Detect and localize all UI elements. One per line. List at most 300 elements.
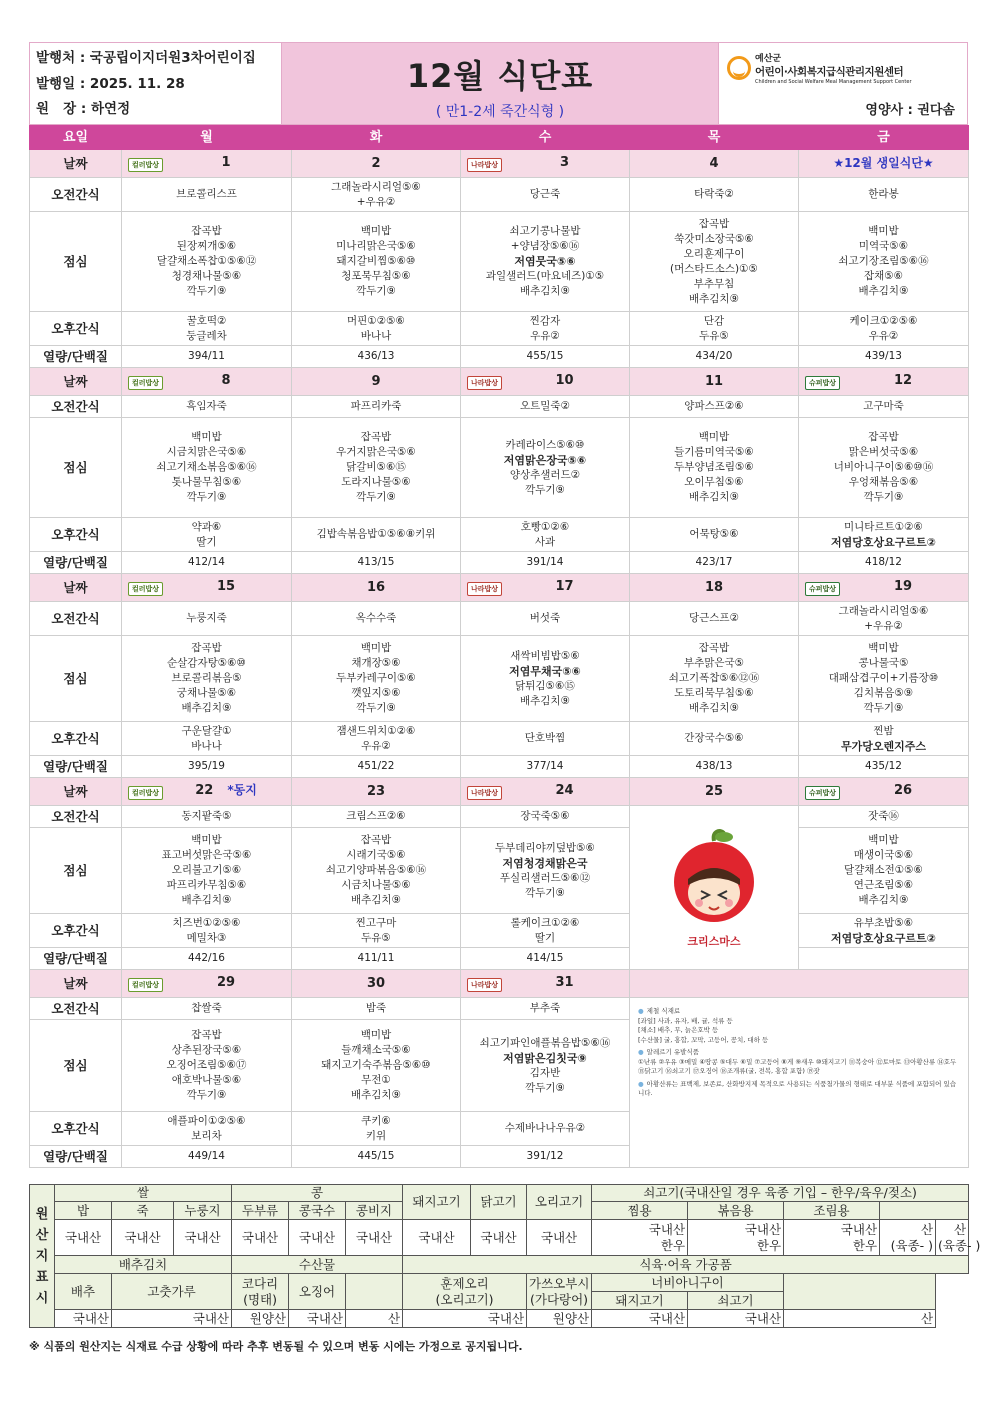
menu-line: 깍두기⑨ bbox=[863, 702, 904, 714]
menu-line: 그래놀라시리얼⑤⑥ bbox=[331, 180, 421, 193]
day-note: *동지 bbox=[227, 783, 257, 797]
menu-line: 바나나 bbox=[360, 329, 392, 342]
lunch-cell bbox=[630, 212, 799, 312]
row-label-am: 오전간식 bbox=[30, 998, 122, 1020]
menu-line: 맑은버섯국⑤⑥ bbox=[848, 446, 919, 458]
menu-line: 배추김치⑨ bbox=[689, 491, 739, 503]
date-cell bbox=[122, 970, 292, 998]
menu-line: 잣죽⑯ bbox=[868, 810, 899, 822]
date-number: 25 bbox=[704, 784, 724, 799]
week-5-am-row bbox=[30, 998, 969, 1020]
menu-line: 고구마죽 bbox=[863, 400, 904, 412]
group-kimchi: 배추김치 bbox=[55, 1256, 232, 1274]
theme-badge-icon: 나라밥상 bbox=[467, 786, 502, 800]
menu-line: 깍두기⑨ bbox=[356, 491, 396, 503]
date-number: 12 bbox=[893, 373, 913, 388]
week-3-am-row bbox=[30, 602, 969, 636]
menu-line: 보리차 bbox=[191, 1129, 222, 1142]
menu-line: 깍두기⑨ bbox=[863, 491, 904, 503]
menu-line: 깍두기⑨ bbox=[186, 491, 227, 503]
kcal-cell: 391/14 bbox=[461, 552, 630, 574]
menu-line: 우유② bbox=[361, 739, 391, 752]
menu-line: (머스타드소스)①⑤ bbox=[670, 262, 758, 275]
origin-value: 국내산 bbox=[403, 1220, 471, 1256]
menu-line: 우엉채볶음⑤⑥ bbox=[848, 476, 919, 488]
origin-value: 국내산 bbox=[55, 1310, 112, 1328]
date-cell bbox=[630, 778, 799, 806]
menu-line: 깍두기⑨ bbox=[186, 1089, 227, 1101]
row-label-lunch: 점심 bbox=[30, 418, 122, 518]
theme-badge-icon: 나라밥상 bbox=[467, 978, 502, 992]
menu-line: 된장찌개⑤⑥ bbox=[176, 240, 237, 252]
theme-badge-icon: 컬러밥상 bbox=[128, 786, 163, 800]
menu-line: 오징어조림⑤⑥⑰ bbox=[166, 1059, 247, 1071]
menu-line: 도라지나물⑤⑥ bbox=[341, 476, 411, 488]
week-3-lunch-row bbox=[30, 636, 969, 722]
theme-badge-icon: 컬러밥상 bbox=[128, 376, 163, 390]
menu-line: 애플파이①②⑤⑥ bbox=[167, 1114, 246, 1127]
menu-line: +양념장⑤⑥⑯ bbox=[510, 240, 580, 252]
week-3-pm-row bbox=[30, 722, 969, 756]
date-number: 29 bbox=[216, 975, 236, 990]
date-cell bbox=[461, 778, 630, 806]
origin-value: 국내산 bbox=[688, 1310, 784, 1328]
kcal-cell: 377/14 bbox=[461, 756, 630, 778]
date-cell bbox=[122, 150, 292, 178]
date-cell bbox=[122, 574, 292, 602]
menu-line: 저염당호상요구르트② bbox=[831, 535, 936, 549]
menu-line: 대패삼겹구이+기름장⑩ bbox=[828, 672, 939, 684]
menu-line: 저염청경채맑은국 bbox=[502, 856, 588, 870]
center-name-en: Children and Social Welfare Meal Management Support Center bbox=[755, 79, 912, 85]
theme-badge-icon: 나라밥상 bbox=[467, 582, 502, 596]
kcal-cell: 436/13 bbox=[292, 346, 461, 368]
week-1-lunch-row bbox=[30, 212, 969, 312]
date-number: 9 bbox=[371, 374, 381, 389]
lunch-cell bbox=[630, 418, 799, 518]
menu-line: 장국죽⑤⑥ bbox=[520, 810, 570, 822]
weekday-4: 목 bbox=[630, 126, 799, 150]
menu-line: 치즈번①②⑤⑥ bbox=[172, 916, 241, 929]
menu-line: 간장국수⑤⑥ bbox=[684, 732, 744, 744]
date-number: 10 bbox=[555, 373, 574, 388]
date-number: 16 bbox=[366, 580, 386, 595]
menu-line: 호빵①②⑥ bbox=[520, 520, 570, 533]
am-snack-cell bbox=[461, 602, 630, 636]
theme-badge-icon: 컬러밥상 bbox=[128, 158, 163, 172]
row-label-pm: 오후간식 bbox=[30, 1112, 122, 1146]
menu-line: 수제바나나우유② bbox=[504, 1122, 586, 1134]
proc-item: 너비아니구이 bbox=[592, 1274, 784, 1292]
menu-line: 백미밥 bbox=[360, 642, 392, 654]
date-number: 15 bbox=[216, 579, 236, 594]
beef-origin-value bbox=[936, 1220, 981, 1256]
origin-breed: 한우 bbox=[852, 1237, 878, 1253]
menu-line: 배추김치⑨ bbox=[181, 702, 232, 714]
kcal-cell: 412/14 bbox=[122, 552, 292, 574]
row-label-am: 오전간식 bbox=[30, 396, 122, 418]
christmas-character-icon bbox=[632, 827, 796, 932]
menu-line: 달걀채소폭찹①⑤⑥⑫ bbox=[156, 255, 257, 267]
pm-snack-cell bbox=[122, 914, 292, 948]
pm-snack-cell bbox=[461, 722, 630, 756]
menu-line: 톳나물무침⑤⑥ bbox=[171, 476, 242, 488]
menu-line: 백미밥 bbox=[698, 431, 730, 443]
menu-line: 미니타르트①②⑥ bbox=[844, 520, 923, 533]
notes-heading: ● 알레르기 유발식품 bbox=[638, 1048, 960, 1058]
menu-line: 우유② bbox=[868, 329, 899, 342]
menu-line: 찐고구마 bbox=[355, 916, 397, 929]
am-snack-cell bbox=[292, 396, 461, 418]
pm-snack-cell bbox=[122, 1112, 292, 1146]
kcal-cell: 455/15 bbox=[461, 346, 630, 368]
menu-line: 롤케이크①②⑥ bbox=[510, 916, 580, 929]
menu-line: 잡곡밥 bbox=[360, 834, 392, 846]
date-number: 11 bbox=[704, 374, 724, 389]
menu-line: 키위 bbox=[365, 1129, 387, 1142]
menu-line: 들기름미역국⑤⑥ bbox=[674, 446, 754, 458]
origin-value: 국내산 bbox=[112, 1220, 174, 1256]
menu-line: 백미밥 bbox=[868, 642, 899, 654]
weekday-5: 금 bbox=[799, 126, 969, 150]
menu-line: 돼지고기숙주볶음⑤⑥⑩ bbox=[321, 1059, 431, 1071]
origin-value-row-2 bbox=[30, 1310, 969, 1328]
origin-value: 국내산 bbox=[55, 1220, 112, 1256]
pm-snack-cell bbox=[122, 312, 292, 346]
title-block bbox=[282, 43, 719, 124]
beef-item-blank bbox=[880, 1202, 969, 1220]
am-snack-cell bbox=[799, 602, 969, 636]
menu-line: 배추김치⑨ bbox=[689, 292, 739, 305]
menu-line: 메밀차③ bbox=[186, 931, 227, 944]
menu-line: 쇠고기장조림⑤⑥⑯ bbox=[838, 255, 929, 267]
date-number: 3 bbox=[560, 155, 570, 170]
menu-line: 파프리카죽 bbox=[350, 400, 402, 412]
pm-snack-cell bbox=[461, 1112, 630, 1146]
menu-line: 한라봉 bbox=[868, 188, 899, 200]
origin-value: 산 bbox=[784, 1310, 936, 1328]
menu-line: 콩나물국⑤ bbox=[858, 657, 909, 669]
pm-snack-cell bbox=[630, 312, 799, 346]
beef-origin-value bbox=[592, 1220, 688, 1256]
menu-line: 찹쌀죽 bbox=[191, 1002, 222, 1014]
am-snack-cell bbox=[461, 396, 630, 418]
date-cell bbox=[630, 574, 799, 602]
menu-line: 누룽지죽 bbox=[186, 612, 227, 624]
menu-line: 잡곡밥 bbox=[191, 1029, 222, 1041]
kcal-cell: 435/12 bbox=[799, 756, 969, 778]
date-cell bbox=[630, 368, 799, 396]
kcal-cell: 394/11 bbox=[122, 346, 292, 368]
menu-line: 미나리맑은국⑤⑥ bbox=[336, 240, 416, 252]
week-5-date-row bbox=[30, 970, 969, 998]
sea-item: 오징어 bbox=[289, 1274, 346, 1310]
row-label-date: 날짜 bbox=[30, 150, 122, 178]
lunch-cell bbox=[461, 828, 630, 914]
menu-line: 양파스프②⑥ bbox=[684, 400, 744, 412]
menu-line: 순살감자탕⑤⑥⑩ bbox=[167, 657, 246, 669]
menu-line: 애호박나물⑤⑥ bbox=[171, 1074, 242, 1086]
menu-line: 돼지갈비찜⑤⑥⑩ bbox=[336, 255, 416, 267]
menu-line: +우유② bbox=[864, 619, 903, 632]
menu-line: 상추된장국⑤⑥ bbox=[171, 1044, 242, 1056]
origin-value: 국내산 bbox=[527, 1220, 592, 1256]
menu-line: 김자반 bbox=[529, 1066, 561, 1079]
pm-snack-cell bbox=[799, 914, 969, 948]
pm-snack-cell bbox=[461, 914, 630, 948]
week-4-lunch-row bbox=[30, 828, 969, 914]
menu-line: 어묵탕⑤⑥ bbox=[689, 528, 739, 540]
origin-value: 국내산 bbox=[232, 1220, 289, 1256]
date-cell bbox=[799, 778, 969, 806]
lunch-cell bbox=[122, 636, 292, 722]
origin-breed: 한우 bbox=[756, 1237, 782, 1253]
menu-line: 밤죽 bbox=[365, 1002, 387, 1014]
date-cell bbox=[461, 150, 630, 178]
theme-badge-icon: 컬러밥상 bbox=[128, 582, 163, 596]
menu-line: 바나나 bbox=[191, 739, 222, 752]
date-number: ★12월 생일식단★ bbox=[833, 156, 934, 170]
date-number: 18 bbox=[704, 580, 724, 595]
origin-breed: 한우 bbox=[660, 1237, 686, 1253]
footer-note: ※ 식품의 원산지는 식재료 수급 상황에 따라 추후 변동될 수 있으며 변동 시에는 가정으로 공지됩니다. bbox=[29, 1340, 523, 1353]
week-4-pm-row bbox=[30, 914, 969, 948]
am-snack-cell bbox=[799, 806, 969, 828]
menu-line: 배추김치⑨ bbox=[689, 702, 739, 714]
lunch-cell bbox=[799, 212, 969, 312]
menu-line: 잡곡밥 bbox=[360, 431, 392, 443]
row-label-lunch: 점심 bbox=[30, 1020, 122, 1112]
row-label-lunch: 점심 bbox=[30, 828, 122, 914]
date-cell bbox=[461, 368, 630, 396]
menu-line: 달걀채소전①⑤⑥ bbox=[844, 864, 923, 876]
menu-line: 타락죽② bbox=[694, 188, 734, 200]
menu-line: 찐감자 bbox=[529, 314, 561, 327]
notes-heading: ● 제철 식재료 bbox=[638, 1007, 960, 1017]
menu-line: 오트밀죽② bbox=[520, 400, 570, 412]
am-snack-cell bbox=[461, 998, 630, 1020]
menu-line: 부추맑은국⑤ bbox=[683, 657, 745, 669]
menu-line: 백미밥 bbox=[868, 225, 899, 237]
week-1-date-row bbox=[30, 150, 969, 178]
menu-line: 동지팥죽⑤ bbox=[181, 810, 232, 822]
am-snack-cell bbox=[630, 178, 799, 212]
am-snack-cell bbox=[122, 806, 292, 828]
center-name: 어린이·사회복지급식관리지원센터 bbox=[755, 66, 904, 78]
pm-snack-cell bbox=[292, 914, 461, 948]
beef-origin-value bbox=[688, 1220, 784, 1256]
origin-value: 국내산 bbox=[648, 1221, 686, 1237]
director: 원 장 : 하연정 bbox=[36, 101, 131, 117]
lunch-cell bbox=[122, 1020, 292, 1112]
nutritionist: 영양사 : 권다솜 bbox=[865, 103, 955, 118]
date-cell bbox=[292, 970, 461, 998]
origin-value: 원양산 bbox=[527, 1310, 592, 1328]
origin-value-row-1 bbox=[30, 1220, 969, 1256]
origin-item-row-2 bbox=[30, 1274, 969, 1292]
am-snack-cell bbox=[122, 998, 292, 1020]
menu-line: 단호박찜 bbox=[524, 732, 566, 744]
row-label-am: 오전간식 bbox=[30, 178, 122, 212]
issue-date: 발행일 : 2025. 11. 28 bbox=[36, 75, 185, 92]
week-4-am-row bbox=[30, 806, 969, 828]
menu-line: 깍두기⑨ bbox=[356, 702, 396, 714]
row-label-kcal: 열량/단백질 bbox=[30, 346, 122, 368]
date-cell bbox=[461, 574, 630, 602]
theme-badge-icon: 나라밥상 bbox=[467, 158, 502, 172]
menu-line: 쇠고기파인애플볶음밥⑤⑥⑯ bbox=[479, 1036, 611, 1049]
menu-line: 버섯죽 bbox=[529, 612, 561, 624]
date-number: 24 bbox=[555, 783, 574, 798]
menu-line: 케이크①②⑤⑥ bbox=[849, 314, 918, 327]
lunch-cell bbox=[122, 212, 292, 312]
origin-value: 국내산 bbox=[289, 1220, 346, 1256]
row-label-lunch: 점심 bbox=[30, 212, 122, 312]
weekday-0: 요일 bbox=[30, 126, 122, 150]
menu-line: 약과⑥ bbox=[191, 520, 222, 533]
menu-line: 백미밥 bbox=[360, 225, 392, 237]
origin-section bbox=[29, 1184, 981, 1328]
sea-item-blank bbox=[346, 1274, 403, 1310]
menu-line: 카레라이스⑤⑥⑩ bbox=[505, 438, 585, 451]
menu-line: 깍두기⑨ bbox=[525, 886, 565, 899]
menu-line: 배추김치⑨ bbox=[351, 1089, 401, 1101]
weekday-1: 월 bbox=[122, 126, 292, 150]
am-snack-cell bbox=[292, 998, 461, 1020]
menu-line: 시금치맑은국⑤⑥ bbox=[166, 446, 247, 458]
menu-line: 깍두기⑨ bbox=[186, 285, 227, 297]
kcal-cell: 438/13 bbox=[630, 756, 799, 778]
beef-origin-value bbox=[784, 1220, 880, 1256]
week-1-am-row bbox=[30, 178, 969, 212]
menu-line: 당근스프② bbox=[689, 612, 739, 624]
kcal-cell: 442/16 bbox=[122, 948, 292, 970]
menu-line: 부추죽 bbox=[529, 1002, 561, 1014]
menu-line: 쿠키⑥ bbox=[361, 1114, 391, 1127]
menu-line: 김밥속볶음밥①⑤⑥⑧키위 bbox=[316, 528, 436, 540]
lunch-cell bbox=[799, 418, 969, 518]
group-chicken: 닭고기 bbox=[471, 1185, 527, 1220]
origin-value: 국내산 bbox=[112, 1310, 232, 1328]
kcal-cell: 445/15 bbox=[292, 1146, 461, 1168]
menu-line: 잡곡밥 bbox=[698, 642, 730, 654]
row-label-date: 날짜 bbox=[30, 970, 122, 998]
beef-item: 찜용 bbox=[592, 1202, 688, 1220]
pm-snack-cell bbox=[630, 722, 799, 756]
beef-item: 볶음용 bbox=[688, 1202, 784, 1220]
origin-value: 국내산 bbox=[289, 1310, 346, 1328]
menu-line: 배추김치⑨ bbox=[858, 894, 909, 906]
menu-line: 잼샌드위치①②⑥ bbox=[336, 724, 416, 737]
menu-line: 쇠고기폭찹⑤⑥⑫⑯ bbox=[668, 672, 760, 684]
row-label-kcal: 열량/단백질 bbox=[30, 756, 122, 778]
proc-item-sub: (오리고기) bbox=[435, 1291, 494, 1307]
empty-date-cell bbox=[630, 970, 969, 998]
week-3-date-row bbox=[30, 574, 969, 602]
row-label-kcal: 열량/단백질 bbox=[30, 1146, 122, 1168]
menu-line: 배추김치⑨ bbox=[520, 694, 570, 707]
menu-line: 당근죽 bbox=[529, 188, 561, 200]
menu-line: 두부데리야끼덮밥⑤⑥ bbox=[495, 841, 595, 854]
rice-item: 밥 bbox=[55, 1202, 112, 1220]
group-seafood: 수산물 bbox=[232, 1256, 403, 1274]
origin-group-row-1 bbox=[30, 1185, 969, 1202]
menu-line: 닭갈비⑤⑥⑮ bbox=[346, 461, 406, 473]
pm-snack-cell bbox=[292, 1112, 461, 1146]
menu-line: 두유⑤ bbox=[361, 931, 391, 944]
group-processed: 식육·어육 가공품 bbox=[403, 1256, 969, 1274]
kcal-cell: 451/22 bbox=[292, 756, 461, 778]
menu-line: 딸기 bbox=[534, 931, 556, 944]
origin-value: 원양산 bbox=[232, 1310, 289, 1328]
menu-line: 깻잎지⑤⑥ bbox=[351, 687, 401, 699]
theme-badge-icon: 슈퍼밥상 bbox=[805, 786, 840, 800]
origin-value: 국내산 bbox=[403, 1310, 527, 1328]
am-snack-cell bbox=[799, 178, 969, 212]
date-number: 8 bbox=[221, 373, 231, 388]
origin-value: 산 bbox=[954, 1221, 967, 1237]
date-number: 26 bbox=[893, 783, 913, 798]
menu-line: 청포묵무침⑤⑥ bbox=[341, 270, 411, 282]
header-info bbox=[30, 43, 282, 124]
group-bean: 콩 bbox=[232, 1185, 403, 1202]
menu-line: 딸기 bbox=[196, 535, 217, 548]
menu-line: 파프리카무침⑤⑥ bbox=[166, 879, 247, 891]
notes-heading: ● 아황산류는 표백제, 보존료, 산화방지제 목적으로 사용되는 식품첨가물의 형태로 대부분 식품에 포함되어 있습니다. bbox=[638, 1080, 960, 1099]
menu-line: 꿀호떡② bbox=[186, 314, 227, 327]
kcal-cell: 391/12 bbox=[461, 1146, 630, 1168]
menu-line: 무가당오렌지주스 bbox=[840, 739, 926, 753]
menu-line: 깍두기⑨ bbox=[525, 1081, 565, 1094]
menu-line: 두부양념조림⑤⑥ bbox=[674, 461, 754, 473]
date-number: 2 bbox=[371, 156, 381, 171]
week-4-date-row bbox=[30, 778, 969, 806]
kimchi-item: 고춧가루 bbox=[112, 1274, 232, 1310]
origin-value: 국내산 bbox=[174, 1220, 232, 1256]
am-snack-cell bbox=[292, 602, 461, 636]
am-snack-cell bbox=[122, 396, 292, 418]
holiday-label: 크리스마스 bbox=[687, 934, 741, 948]
pm-snack-cell bbox=[461, 518, 630, 552]
date-number: 31 bbox=[555, 975, 574, 990]
menu-line: 두유⑤ bbox=[699, 329, 729, 342]
origin-value: 국내산 bbox=[592, 1310, 688, 1328]
kcal-cell: 423/17 bbox=[630, 552, 799, 574]
kcal-cell: 414/15 bbox=[461, 948, 630, 970]
week-2-kcal-row bbox=[30, 552, 969, 574]
origin-table bbox=[29, 1184, 981, 1328]
week-1-pm-row bbox=[30, 312, 969, 346]
menu-line: 둥글레차 bbox=[186, 329, 227, 342]
sea-item-name: 코다리 bbox=[241, 1275, 279, 1291]
menu-line: 백미밥 bbox=[868, 834, 899, 846]
am-snack-cell bbox=[799, 396, 969, 418]
lunch-cell bbox=[461, 636, 630, 722]
menu-line: 잡곡밥 bbox=[191, 642, 222, 654]
notes-line: [수산물] 굴, 홍합, 꼬막, 고등어, 꽁치, 대하 등 bbox=[638, 1035, 769, 1044]
menu-line: 단감 bbox=[703, 314, 725, 327]
date-cell bbox=[292, 778, 461, 806]
origin-value: 국내산 bbox=[744, 1221, 782, 1237]
menu-line: 구운달걀① bbox=[181, 724, 232, 737]
menu-sheet bbox=[29, 42, 968, 1168]
menu-line: 머핀①②⑤⑥ bbox=[347, 314, 405, 327]
proc-item-sub: (가다랑어) bbox=[530, 1291, 589, 1307]
date-cell bbox=[122, 368, 292, 396]
pm-snack-cell bbox=[122, 722, 292, 756]
rice-item: 죽 bbox=[112, 1202, 174, 1220]
am-snack-cell bbox=[630, 396, 799, 418]
